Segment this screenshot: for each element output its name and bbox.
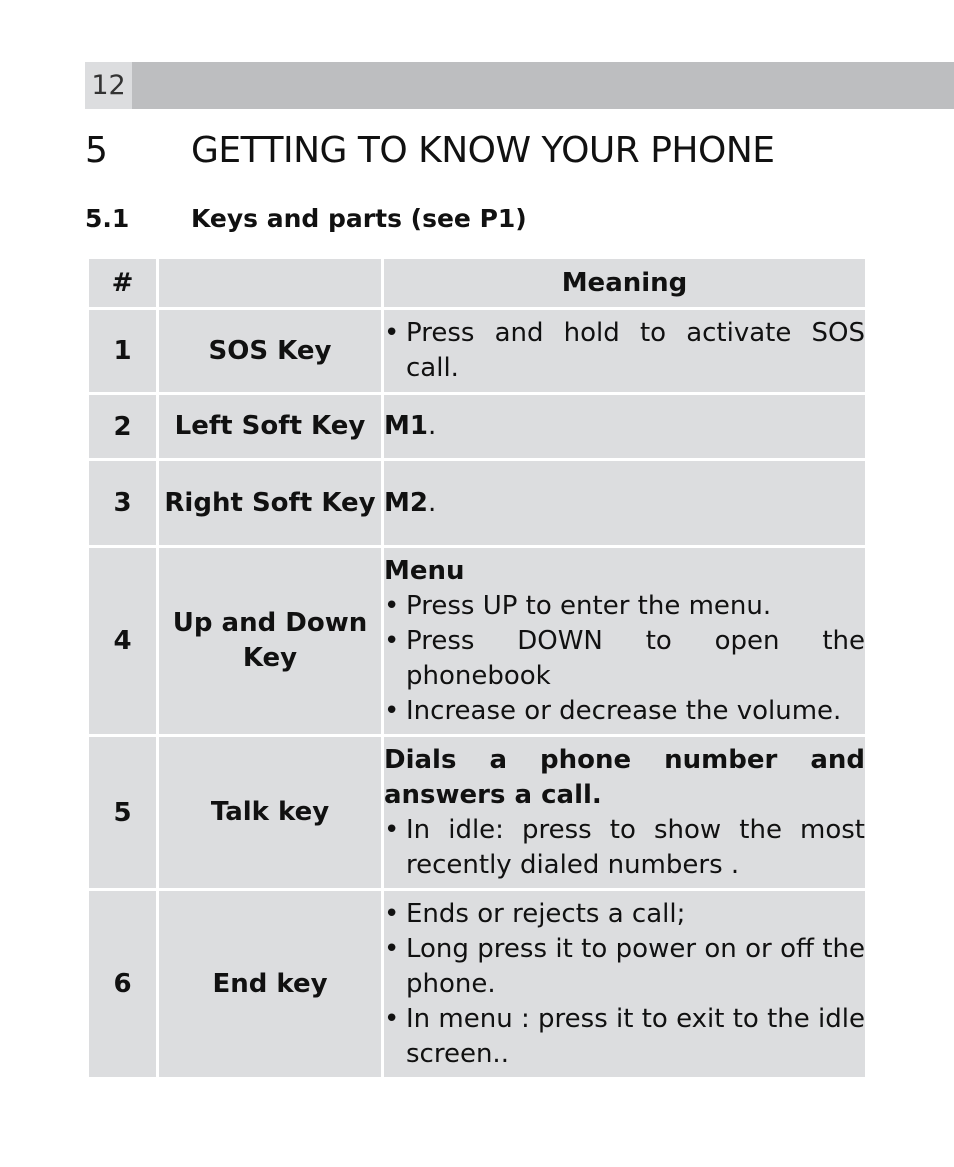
row-index: 6 [89,891,156,1077]
bullet-text: Press and hold to activate SOS call. [406,318,865,383]
row-key-name: Left Soft Key [159,395,381,458]
row-meaning [384,310,865,392]
bullet-item [384,1002,865,1072]
header-name [159,259,381,307]
bullet-dot-icon: • [384,933,400,964]
meaning-suffix: . [427,411,437,441]
header-meaning: Meaning [384,259,865,307]
meaning-lead: Dials a phone number and answers a call. [384,744,865,810]
bullet-list [384,589,865,729]
table-row [89,548,865,734]
row-meaning [384,548,865,734]
bullet-dot-icon: • [384,1003,400,1034]
bullet-text: Press UP to enter the menu. [406,590,772,621]
row-meaning [384,395,865,458]
bullet-text: In idle: press to show the most recently dialed numbers . [406,814,865,880]
bullet-dot-icon: • [384,695,400,726]
row-index: 4 [89,548,156,734]
bullet-dot-icon: • [384,625,400,656]
bullet-dot-icon: • [384,814,400,845]
bullet-text: Press DOWN to open the phonebook [406,625,865,691]
section-number: 5.1 [85,204,130,233]
chapter-number: 5 [85,130,108,171]
table-row [89,310,865,392]
row-key-name: End key [159,891,381,1077]
bullet-text: Long press it to power on or off the phone. [406,933,865,999]
row-meaning [384,891,865,1077]
row-key-name: Up and Down Key [159,548,381,734]
bullet-dot-icon: • [384,318,400,348]
row-index: 2 [89,395,156,458]
bullet-item [384,694,865,729]
section-title: Keys and parts (see P1) [191,204,527,233]
table-row [89,395,865,458]
bullet-item [384,813,865,883]
row-key-name: Right Soft Key [159,461,381,545]
table-header-row [89,259,865,307]
bullet-item [384,316,865,386]
row-meaning [384,737,865,888]
row-key-name: SOS Key [159,310,381,392]
table-row [89,737,865,888]
row-index: 3 [89,461,156,545]
meaning-lead: M1 [384,411,428,441]
table-body [89,310,865,1077]
bullet-text: Increase or decrease the volume. [406,695,842,726]
header-bar [85,62,954,109]
bullet-item [384,624,865,694]
bullet-dot-icon: • [384,898,400,929]
bullet-item [384,897,865,932]
page-number: 12 [85,62,132,109]
bullet-text: Ends or rejects a call; [406,898,686,929]
row-index: 1 [89,310,156,392]
row-index: 5 [89,737,156,888]
row-key-name: Talk key [159,737,381,888]
meaning-lead: Menu [384,555,465,586]
meaning-suffix: . [427,487,437,518]
bullet-item [384,932,865,1002]
bullet-list [384,316,865,386]
keys-table [86,256,868,1080]
bullet-list [384,813,865,883]
chapter-title: GETTING TO KNOW YOUR PHONE [191,130,775,171]
table-row [89,461,865,545]
bullet-list [384,897,865,1072]
bullet-text: In menu : press it to exit to the idle screen.. [406,1003,865,1069]
header-index: # [89,259,156,307]
table-row [89,891,865,1077]
bullet-item [384,589,865,624]
row-meaning [384,461,865,545]
bullet-dot-icon: • [384,590,400,621]
meaning-lead: M2 [384,487,428,518]
